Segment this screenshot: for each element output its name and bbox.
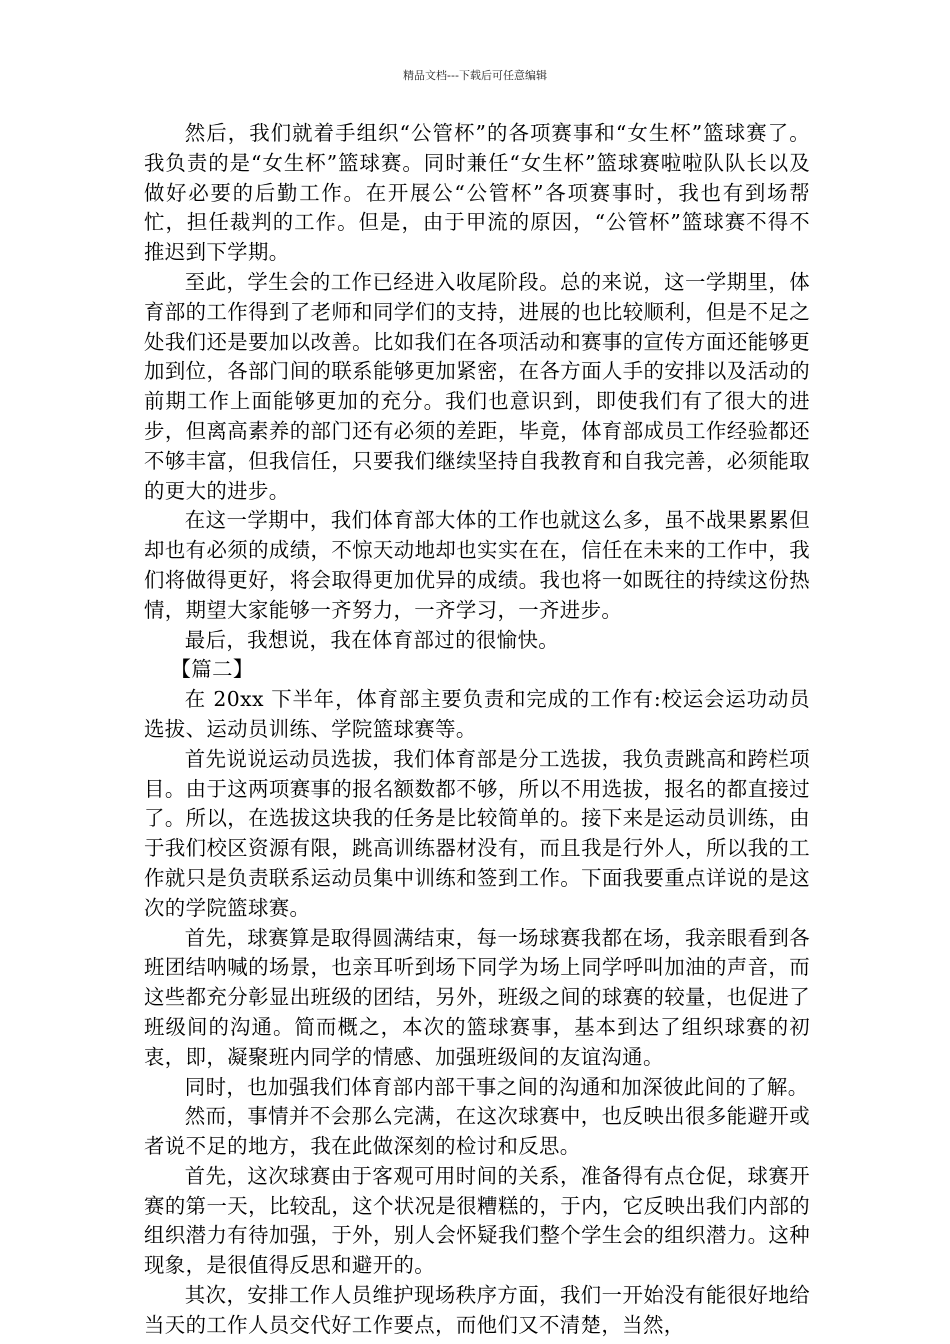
page-header: 精品文档---下载后可任意编辑 bbox=[403, 69, 547, 82]
paragraph: 至此，学生会的工作已经进入收尾阶段。总的来说，这一学期里，体育部的工作得到了老师和同学们的支持，进展的也比较顺利，但是不足之处我们还是要加以改善。比如我们在各项活动和赛事的宣传方面还能够更加到位，各部门间的联系能够更加紧密，在各方面人手的安排以及活动的前期工作上面能够更加的充分。我们也意识到，即使我们有了很大的进步，但离高素养的部门还有必须的差距，毕竟，体育部成员工作经验都还不够丰富，但我信任，只要我们继续坚持自我教育和自我完善，必须能取的更大的进步。 bbox=[144, 269, 810, 503]
paragraph: 首先，这次球赛由于客观可用时间的关系，准备得有点仓促，球赛开赛的第一天，比较乱，这个状况是很糟糕的，于内，它反映出我们内部的组织潜力有待加强，于外，别人会怀疑我们整个学生会的组织潜力。这种现象，是很值得反思和避开的。 bbox=[144, 1163, 810, 1278]
document-body bbox=[144, 119, 810, 1341]
paragraph: 同时，也加强我们体育部内部干事之间的沟通和加深彼此间的了解。 bbox=[184, 1074, 809, 1099]
paragraph: 首先说说运动员选拔，我们体育部是分工选拔，我负责跳高和跨栏项目。由于这两项赛事的报名额数都不够，所以不用选拔，报名的都直接过了。所以，在选拔这块我的任务是比较简单的。接下来是运动员训练，由于我们校区资源有限，跳高训练器材没有，而且我是行外人，所以我的工作就只是负责联系运动员集中训练和签到工作。下面我要重点详说的是这次的学院篮球赛。 bbox=[144, 746, 810, 920]
paragraph: 然而，事情并不会那么完满，在这次球赛中，也反映出很多能避开或者说不足的地方，我在此做深刻的检讨和反思。 bbox=[144, 1104, 810, 1159]
paragraph: 最后，我想说，我在体育部过的很愉快。 bbox=[184, 627, 560, 652]
paragraph: 在这一学期中，我们体育部大体的工作也就这么多，虽不战果累累但却也有必须的成绩，不惊天动地却也实实在在，信任在未来的工作中，我们将做得更好，将会取得更加优异的成绩。我也将一如既往的持续这份热情，期望大家能够一齐努力，一齐学习，一齐进步。 bbox=[144, 508, 810, 622]
paragraph: 然后，我们就着手组织“公管杯”的各项赛事和“女生杯”篮球赛了。我负责的是“女生杯”篮球赛。同时兼任“女生杯”篮球赛啦啦队队长以及做好必要的后勤工作。在开展公“公管杯”各项赛事时，我也有到场帮忙，担任裁判的工作。但是，由于甲流的原因，“公管杯”篮球赛不得不推迟到下学期。 bbox=[144, 121, 810, 265]
section-heading: 【篇二】 bbox=[170, 657, 254, 682]
paragraph: 其次，安排工作人员维护现场秩序方面，我们一开始没有能很好地给当天的工作人员交代好工作要点，而他们又不清楚，当然， bbox=[144, 1283, 810, 1337]
paragraph: 首先，球赛算是取得圆满结束，每一场球赛我都在场，我亲眼看到各班团结呐喊的场景，也亲耳听到场下同学为场上同学呼叫加油的声音，而这些都充分彰显出班级的团结，另外，班级之间的球赛的较量，也促进了班级间的沟通。简而概之，本次的篮球赛事，基本到达了组织球赛的初衷，即，凝聚班内同学的情感、加强班级间的友谊沟通。 bbox=[144, 925, 810, 1069]
paragraph: 在 20xx 下半年，体育部主要负责和完成的工作有:校运会运功动员选拔、运动员训练、学院篮球赛等。 bbox=[144, 687, 810, 741]
